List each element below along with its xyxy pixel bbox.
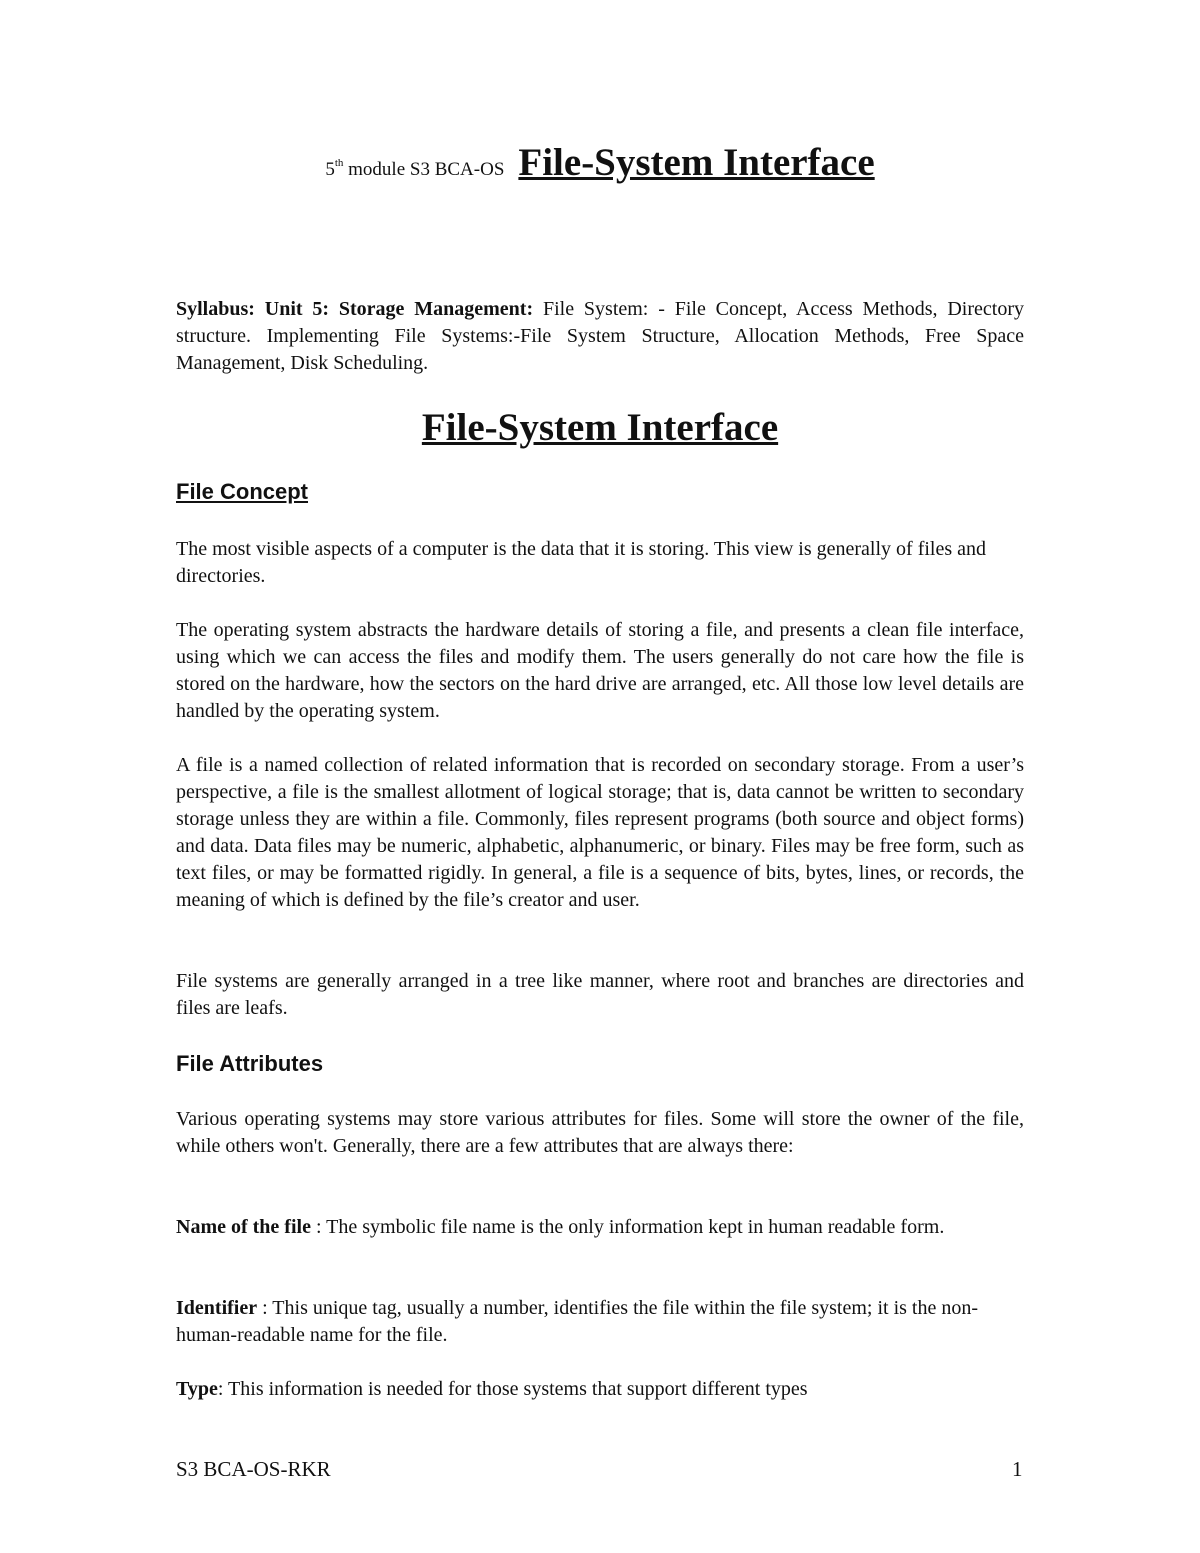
- syllabus-paragraph: [176, 296, 1024, 377]
- attribute-type-label: Type: [176, 1378, 218, 1400]
- attribute-type: [176, 1376, 1024, 1403]
- heading-file-attributes: File Attributes: [176, 1051, 324, 1076]
- file-concept-paragraph-2: The operating system abstracts the hardware details of storing a file, and presents a clean file interface, using which we can access the files and modify them. The users generally do not care how the file is stored on the hardware, how the sectors on the hard drive are arranged, etc. All those low level details are handled by the operating system.: [176, 619, 1024, 722]
- attribute-type-text: : This information is needed for those systems that support different types: [217, 1378, 808, 1400]
- syllabus-text: File System: - File Concept, Access Methods, Directory structure. Implementing File Systems:-File System Structure, Allocation Methods, Free Space Management, Disk Scheduling.: [176, 298, 1024, 374]
- attribute-name: [176, 1214, 1024, 1241]
- file-concept-paragraph-4: File systems are generally arranged in a tree like manner, where root and branches are directories and files are leafs.: [176, 970, 1024, 1019]
- footer-course-code: S3 BCA-OS-RKR: [176, 1457, 331, 1481]
- syllabus-label: Syllabus: Unit 5: Storage Management:: [176, 298, 534, 320]
- main-title: File-System Interface: [421, 406, 779, 449]
- module-header: [0, 140, 1200, 185]
- attribute-identifier: [176, 1295, 1024, 1349]
- footer-page-number: 1: [1012, 1457, 1023, 1481]
- attribute-identifier-text: : This unique tag, usually a number, identifies the file within the file system; it is the non-human-readable name for the file.: [176, 1297, 979, 1346]
- attribute-identifier-label: Identifier: [176, 1297, 258, 1319]
- file-concept-paragraph-3: A file is a named collection of related information that is recorded on secondary storage. From a user’s perspective, a file is the smallest allotment of logical storage; that is, data cannot be written to secondary storage unless they are within a file. Commonly, files represent programs (both source and object forms) and data. Data files may be numeric, alphabetic, alphanumeric, or binary. Files may be free form, such as text files, or may be formatted rigidly. In general, a file is a sequence of bits, bytes, lines, or records, the meaning of which is defined by the file’s creator and user.: [176, 754, 1024, 911]
- file-concept-paragraph-1: The most visible aspects of a computer is the data that it is storing. This view is generally of files and directories.: [176, 538, 987, 587]
- heading-file-concept: File Concept: [176, 479, 309, 504]
- attribute-name-text: : The symbolic file name is the only information kept in human readable form.: [310, 1216, 945, 1238]
- file-attributes-intro: Various operating systems may store various attributes for files. Some will store the owner of the file, while others won't. Generally, there are a few attributes that are always there:: [176, 1108, 1024, 1157]
- header-title: File-System Interface: [518, 141, 875, 184]
- module-number: 5th module S3 BCA-OS: [325, 156, 505, 180]
- attribute-name-label: Name of the file: [176, 1216, 311, 1238]
